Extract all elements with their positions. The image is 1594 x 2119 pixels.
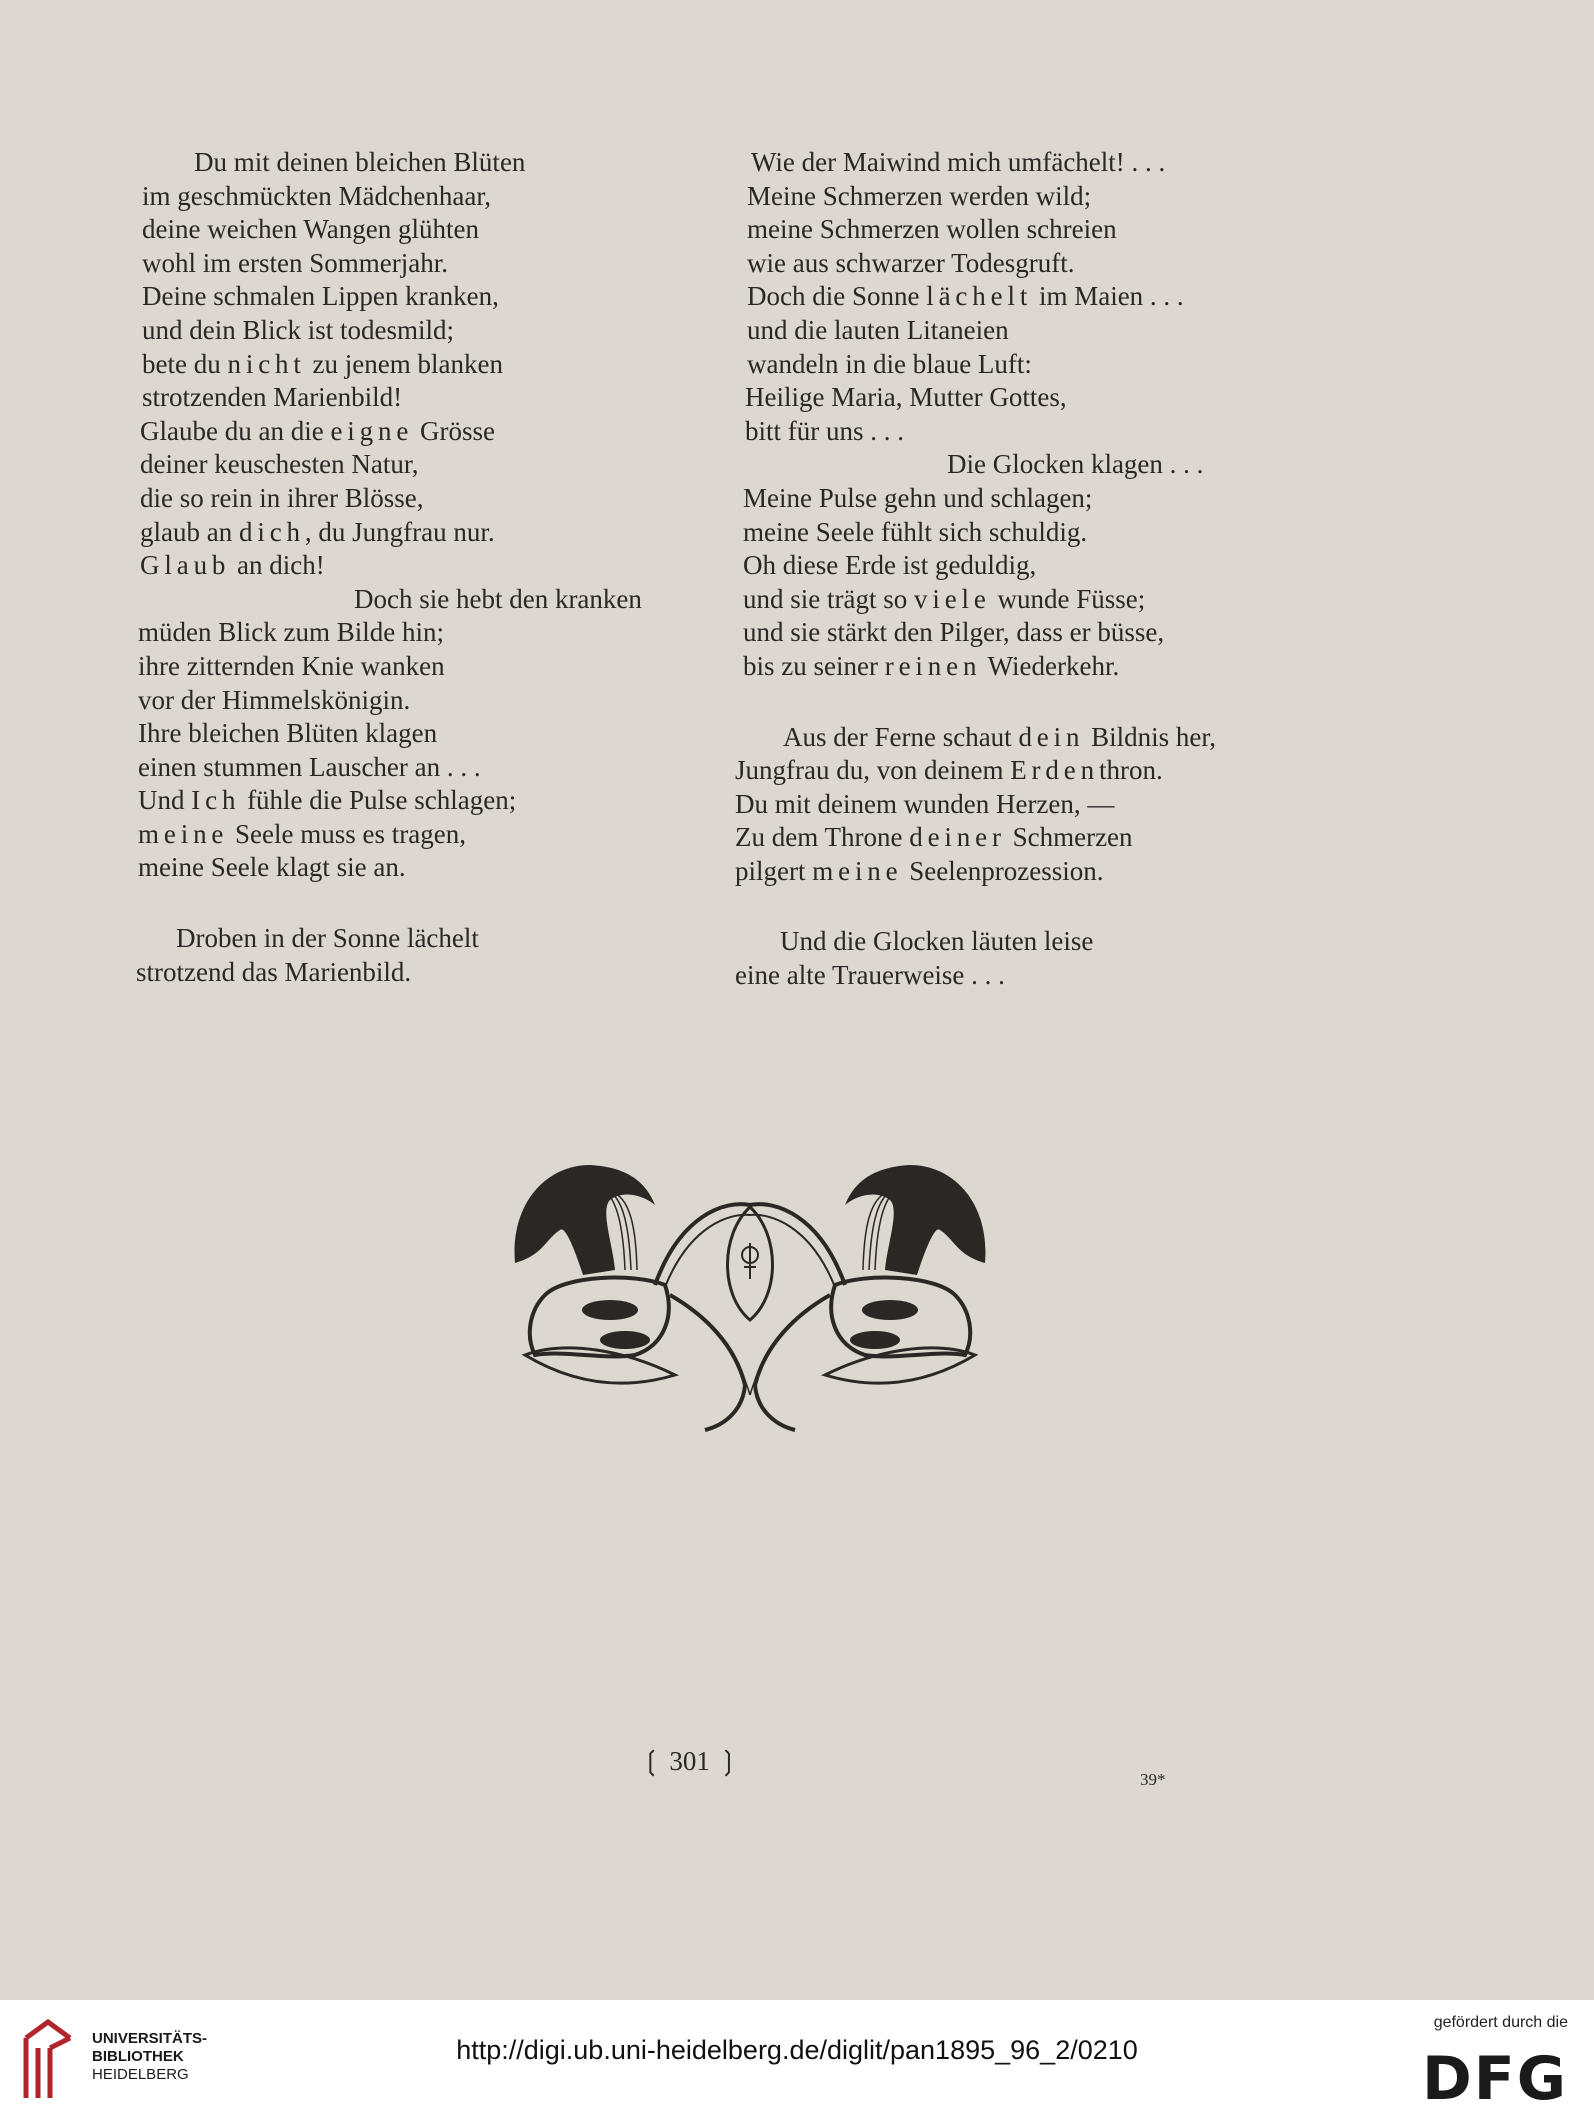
poem-text: Deine schmalen Lippen kranken, — [142, 281, 499, 312]
funding-label: gefördert durch die — [1433, 2014, 1568, 2031]
poem-line — [735, 280, 1295, 314]
poem-text: strotzenden Marienbild! — [142, 382, 403, 413]
poem-line — [735, 482, 1295, 516]
poem-text: Glaube du an die — [140, 415, 331, 446]
poem-left-column — [136, 146, 696, 989]
dfg-logo: DFG — [1421, 2044, 1568, 2114]
poem-text: wandeln in die blaue Luft: — [747, 348, 1032, 379]
poem-line — [136, 818, 696, 852]
spaced-emphasis: meine — [812, 855, 903, 886]
poem-line — [136, 516, 696, 550]
poem-line — [136, 851, 696, 885]
poem-text: und dein Blick ist todesmild; — [142, 314, 454, 345]
stanza-gap — [136, 885, 696, 922]
library-name-line-1: UNIVERSITÄTS- — [92, 2030, 208, 2047]
poem-text: Und die Glocken läuten leise — [780, 926, 1094, 957]
page-number: ❲ 301 ❳ — [640, 1746, 740, 1776]
spaced-emphasis: nicht — [227, 348, 306, 379]
poem-text: fühle die Pulse schlagen; — [240, 785, 517, 816]
poem-text: die so rein in ihrer Blösse, — [140, 482, 424, 513]
stanza-gap — [735, 888, 1295, 925]
spaced-emphasis: deiner — [909, 822, 1006, 853]
poem-text: Doch die Sonne — [747, 281, 927, 312]
permalink-url[interactable]: http://digi.ub.uni-heidelberg.de/diglit/pan1895_96_2/0210 — [456, 2035, 1138, 2065]
viewer-footer — [0, 2000, 1594, 2119]
poem-text: und die lauten Litaneien — [747, 314, 1009, 345]
poem-text: bitt für uns . . . — [745, 415, 904, 446]
poem-line — [136, 415, 696, 449]
poem-line — [735, 381, 1295, 415]
poem-line — [735, 146, 1295, 180]
poem-line — [735, 549, 1295, 583]
poem-text: Du mit deinem wunden Herzen, — — [735, 788, 1115, 819]
poem-line — [735, 821, 1295, 855]
poem-line — [136, 146, 696, 180]
poem-line — [136, 583, 696, 617]
poem-text: und sie stärkt den Pilger, dass er büsse, — [743, 617, 1165, 648]
poem-text: müden Blick zum Bilde hin; — [138, 617, 444, 648]
poem-text: Doch sie hebt den kranken — [354, 583, 642, 614]
poem-line — [136, 751, 696, 785]
poem-text: strotzend das Marienbild. — [136, 956, 412, 987]
poem-text: ihre zitternden Knie wanken — [138, 650, 445, 681]
poem-text: pilgert — [735, 855, 813, 886]
poem-line — [735, 650, 1295, 684]
poem-text: Ihre bleichen Blüten klagen — [138, 718, 438, 749]
poem-text: Aus der Ferne schaut — [783, 721, 1019, 752]
poem-line — [136, 784, 696, 818]
poem-line — [735, 721, 1295, 755]
signature-mark: 39* — [1140, 1770, 1166, 1789]
poem-line — [136, 717, 696, 751]
spaced-emphasis: meine — [138, 818, 229, 849]
poem-text: Seelenprozession. — [902, 855, 1104, 886]
poem-line — [136, 684, 696, 718]
ornament-vignette — [505, 1145, 995, 1445]
poem-text: Droben in der Sonne lächelt — [176, 923, 479, 954]
poem-line — [735, 516, 1295, 550]
poem-text: Jungfrau du, von deinem — [735, 755, 1011, 786]
poem-line — [735, 213, 1295, 247]
poem-line — [735, 180, 1295, 214]
poem-text: Die Glocken klagen . . . — [947, 449, 1204, 480]
poem-text: Heilige Maria, Mutter Gottes, — [745, 382, 1067, 413]
poem-line — [136, 348, 696, 382]
stanza-gap — [735, 684, 1295, 721]
poem-line — [136, 280, 696, 314]
poem-line — [735, 415, 1295, 449]
poem-text: vor der Himmelskönigin. — [138, 684, 411, 715]
spaced-emphasis: reinen — [884, 650, 982, 681]
poem-line — [735, 616, 1295, 650]
poem-line — [136, 549, 696, 583]
poem-text: Wiederkehr. — [981, 650, 1120, 681]
poem-line — [136, 616, 696, 650]
poem-line — [136, 381, 696, 415]
poem-text: Seele muss es tragen, — [228, 818, 466, 849]
poem-line — [735, 348, 1295, 382]
poem-text: Grösse — [413, 415, 495, 446]
poem-text: Und — [138, 785, 192, 816]
poem-line — [136, 922, 696, 956]
spaced-emphasis: Glaub — [140, 550, 231, 581]
poem-line — [735, 959, 1295, 993]
poem-text: Du mit deinen bleichen Blüten — [194, 147, 526, 177]
poem-text: deine weichen Wangen glühten — [142, 214, 479, 245]
poem-text: bete du — [142, 348, 228, 379]
poem-right-column — [735, 146, 1295, 993]
poem-text: bis zu seiner — [743, 650, 885, 681]
poem-text: Meine Pulse gehn und schlagen; — [743, 482, 1093, 513]
poem-text: an dich! — [230, 550, 325, 581]
poem-text: einen stummen Lauscher an . . . — [138, 751, 481, 782]
poem-line — [735, 247, 1295, 281]
poem-text: im Maien . . . — [1032, 281, 1184, 312]
library-name-line-2: BIBLIOTHEK — [92, 2048, 184, 2065]
spaced-emphasis: lächelt — [926, 281, 1033, 312]
poem-text: meine Seele klagt sie an. — [138, 852, 406, 883]
spaced-emphasis: dich — [238, 516, 305, 547]
poem-text: Bildnis her, — [1084, 721, 1217, 752]
poem-line — [735, 925, 1295, 959]
poem-text: glaub an — [140, 516, 239, 547]
poem-line — [136, 314, 696, 348]
poem-text: Schmerzen — [1005, 822, 1133, 853]
poem-text: thron. — [1098, 755, 1163, 786]
poem-line — [136, 956, 696, 990]
spaced-emphasis: eigne — [330, 415, 414, 446]
spaced-emphasis: Ich — [191, 785, 241, 816]
poem-line — [735, 448, 1295, 482]
spaced-emphasis: Erden — [1010, 755, 1099, 786]
poem-line — [136, 213, 696, 247]
poem-text: , du Jungfrau nur. — [304, 516, 495, 547]
poem-line — [735, 788, 1295, 822]
poem-text: Zu dem Throne — [735, 822, 910, 853]
poem-text: wohl im ersten Sommerjahr. — [142, 247, 448, 278]
poem-line — [735, 314, 1295, 348]
poem-text: im geschmückten Mädchenhaar, — [142, 180, 492, 211]
poem-text: Oh diese Erde ist geduldig, — [743, 550, 1037, 581]
poem-text: Wie der Maiwind mich umfächelt! . . . — [751, 147, 1166, 177]
library-name-line-3: HEIDELBERG — [92, 2066, 189, 2083]
poem-text: meine Seele fühlt sich schuldig. — [743, 516, 1088, 547]
poem-line — [136, 180, 696, 214]
poem-line — [735, 583, 1295, 617]
poem-line — [735, 855, 1295, 889]
poem-text: wie aus schwarzer Todesgruft. — [747, 247, 1075, 278]
poem-line — [136, 482, 696, 516]
spaced-emphasis: viele — [913, 583, 991, 614]
poem-line — [136, 448, 696, 482]
poem-text: und sie trägt so — [743, 583, 914, 614]
poem-line — [136, 247, 696, 281]
poem-line — [735, 754, 1295, 788]
spaced-emphasis: dein — [1018, 721, 1085, 752]
poem-text: Meine Schmerzen werden wild; — [747, 180, 1092, 211]
poem-text: zu jenem blanken — [305, 348, 503, 379]
poem-text: eine alte Trauerweise . . . — [735, 960, 1005, 991]
poem-text: meine Schmerzen wollen schreien — [747, 214, 1117, 245]
poem-line — [136, 650, 696, 684]
poem-text: wunde Füsse; — [990, 583, 1146, 614]
poem-text: deiner keuschesten Natur, — [140, 449, 419, 480]
